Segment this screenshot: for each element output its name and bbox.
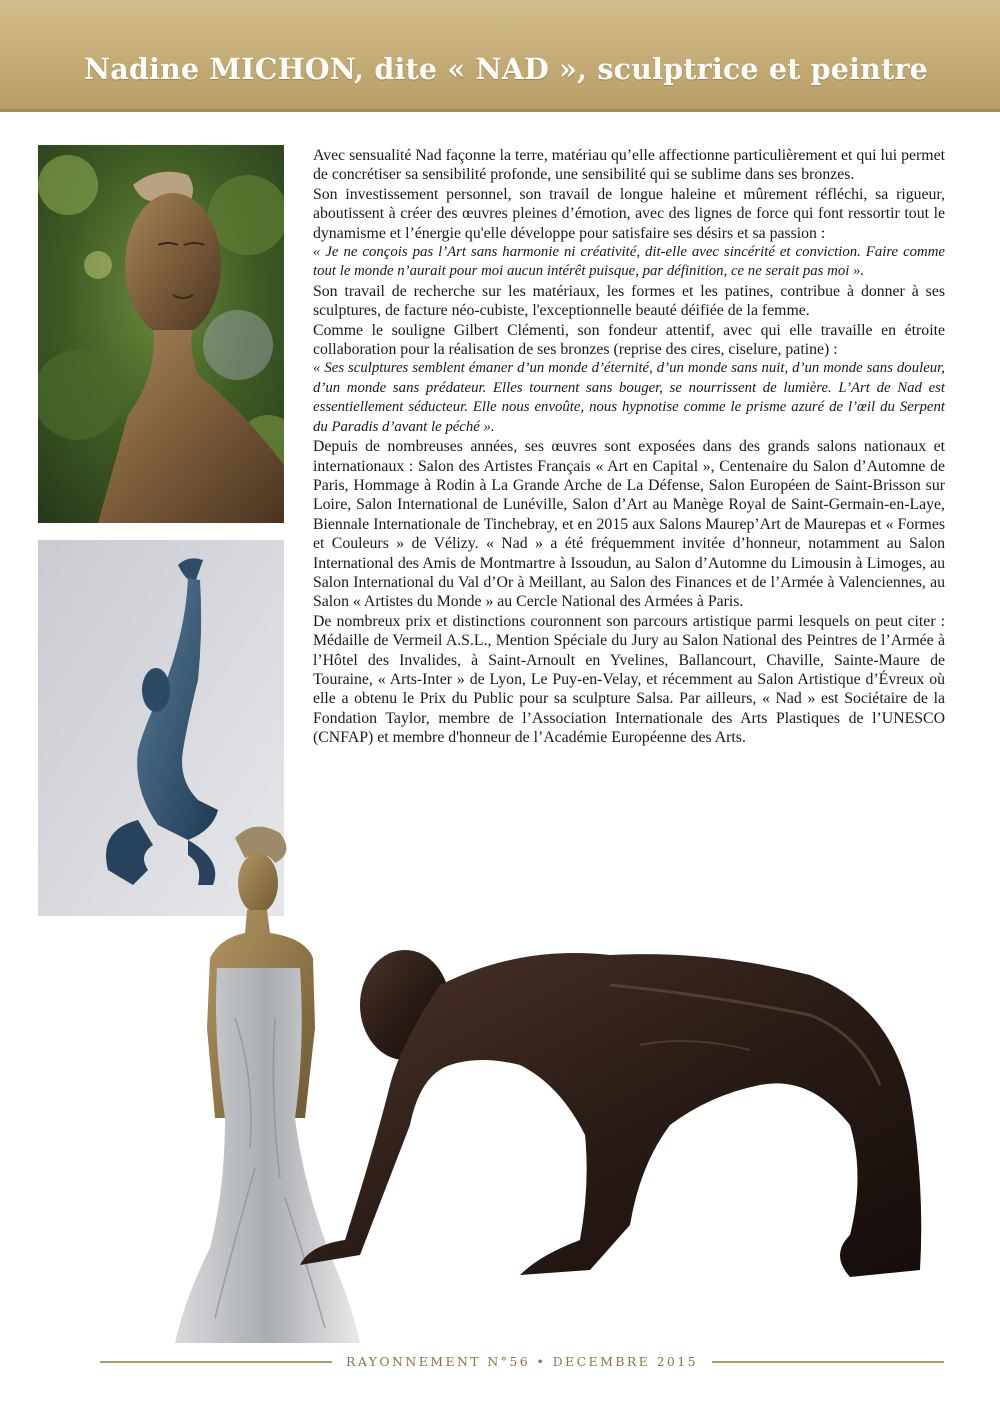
- article-paragraph: Comme le souligne Gilbert Clémenti, son fondeur attentif, avec qui elle travaille en étroite collaboration pour la réalisation de ses bronzes (reprise des cires, ciselure, patine) :: [313, 321, 945, 359]
- article-paragraph: De nombreux prix et distinctions couronnent son parcours artistique parmi lesquels on peut citer : Médaille de Vermeil A.S.L., Mention Spéciale du Jury au Salon National des Peintres de l’Armée à l’Hôtel des Invalides, à Saint-Arnoult en Yvelines, Ballancourt, Chaville, Sainte-Maure de Touraine, « Arts-Inter » de Lyon, Le Puy-en-Velay, et récemment au Salon Artistique d’Évreux où elle a obtenu le Prix du Public pour sa sculpture Salsa. Par ailleurs, « Nad » est Sociétaire de la Fondation Taylor, membre de l’Association Internationale des Arts Plastiques de l’UNESCO (CNFAP) et membre d'honneur de l’Académie Européenne des Arts.: [313, 612, 945, 747]
- footer-issue-label: RAYONNEMENT N°56 • DECEMBRE 2015: [346, 1354, 698, 1369]
- article-body: [313, 146, 945, 748]
- article-paragraph: Avec sensualité Nad façonne la terre, matériau qu’elle affectionne particulièrement et qui lui permet de concrétiser sa sensibilité profonde, une sensibilité qui se sublime dans ses bronzes.: [313, 147, 945, 184]
- photo-crouching-dark: [290, 925, 945, 1295]
- crouching-dark-image: [290, 925, 945, 1295]
- article-paragraph: Depuis de nombreuses années, ses œuvres sont exposées dans des grands salons nationaux et internationaux : Salon des Artistes Français « Art en Capital », Centenaire du Salon d’Automne de Paris, Hommage à Rodin à La Grande Arche de La Défense, Salon Européen de Saint-Brisson sur Loire, Salon International de Lunéville, Salon d’Art au Manège Royal de Saint-Germain-en-Laye, Biennale Internationale de Tinchebray, et en 2015 aux Salons Maurep’Art de Maurepas et « Formes et Couleurs » de Vélizy. « Nad » a été fréquemment invitée d’honneur, notamment au Salon International des Amis de Montmartre à Issoudun, au Salon d’Automne du Limousin à Limoges, au Salon International du Val d’Or à Meillant, au Salon des Finances et de l’Armée à Valenciennes, au Salon « Artistes du Monde » au Cercle National des Armées à Paris.: [313, 438, 945, 611]
- photo-bust-garden: [38, 145, 284, 523]
- article-quote: « Je ne conçois pas l’Art sans harmonie ni créativité, dit-elle avec sincérité et conviction. Faire comme tout le monde n’aurait pour moi aucun intérêt puisque, par définition, ce ne serait pas moi ».: [313, 244, 945, 280]
- bust-garden-image: [38, 145, 284, 523]
- footer-rule-right: [712, 1361, 944, 1363]
- article-quote: « Ses sculptures semblent émaner d’un monde d’éternité, d’un monde sans nuit, d’un monde sans douleur, d’un monde sans prédateur. Elles tournent sans bouger, se nourrissent de lumière. L’Art de Nad est essentiellement séducteur. Elle nous envoûte, nous hypnotise comme le prisme azuré de l’œil du Serpent du Paradis d’avant le péché ».: [313, 360, 945, 435]
- footer-rule-left: [100, 1361, 332, 1363]
- header-band: [0, 0, 1000, 112]
- article-paragraph: Son investissement personnel, son travail de longue haleine et mûrement réfléchi, sa rigueur, aboutissent à créer des œuvres pleines d’émotion, avec des lignes de force qui font ressortir tout le dynamisme et l’énergie qu'elle développe pour satisfaire ses désirs et sa passion :: [313, 185, 945, 242]
- page-title: Nadine MICHON, dite « NAD », sculptrice et peintre: [83, 52, 928, 86]
- article-paragraph: Son travail de recherche sur les matériaux, les formes et les patines, contribue à donner à ses sculptures, de facture néo-cubiste, l'exceptionnelle beauté déifiée de la femme.: [313, 282, 945, 320]
